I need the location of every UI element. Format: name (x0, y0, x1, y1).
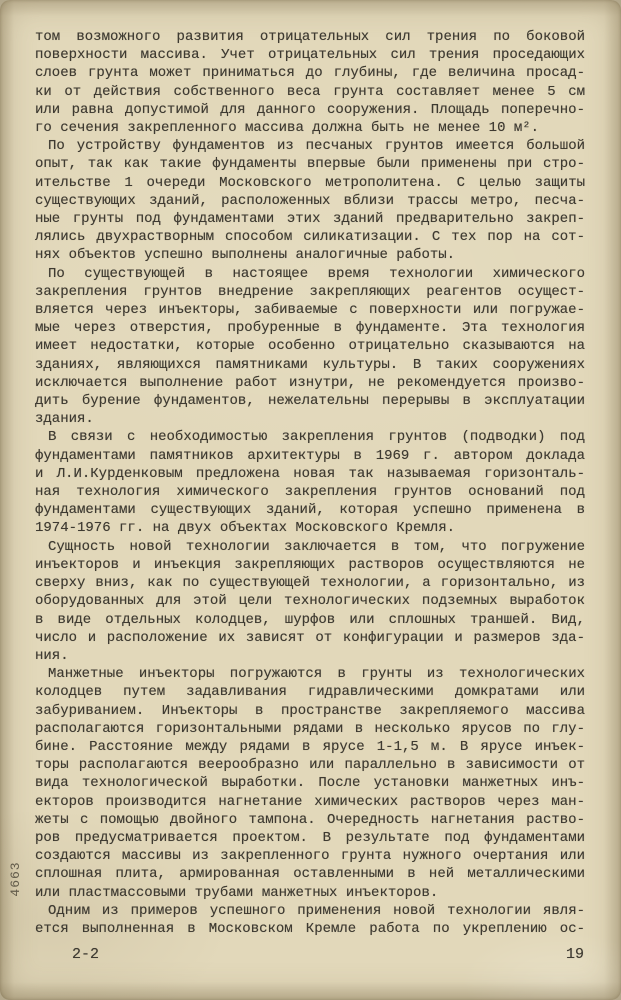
text-line: в виде отдельных колодцев, шурфов или сплошных траншей. Вид, (35, 611, 585, 628)
text-line: инъекторов и инъекция закрепляющих растворов осуществляются не (35, 556, 585, 573)
text-line: нях объектов успешно выполнены аналогичные работы. (35, 247, 456, 264)
page-footer (0, 946, 621, 966)
text-line: существующих зданий, расположенных вблизи трассы метро, песча- (35, 192, 585, 209)
text-line: ров предусматривается проектом. В результате под фундаментами (35, 829, 585, 846)
text-line: го сечения закрепленного массива должна быть не менее 10 м². (35, 120, 540, 137)
text-line: и Л.И.Курденковым предложена новая так называемая горизонталь- (35, 465, 585, 482)
text-line: сверху вниз, как по существующей технологии, а горизонтально, из (35, 575, 585, 592)
text-line: екторов производится нагнетание химических растворов через ман- (35, 793, 585, 810)
text-line: забуриванием. Инъекторы в пространстве закрепляемого массива (35, 702, 585, 719)
sheet-signature: 2-2 (72, 946, 100, 963)
text-line: Одним из примеров успешного применения новой технологии явля- (48, 902, 585, 919)
text-line: ется выполненная в Московском Кремле работа по укреплению ос- (35, 920, 585, 937)
text-line: здания. (35, 411, 94, 428)
text-line: фундаментами памятников архитектуры в 1969 г. автором доклада (35, 447, 585, 464)
text-line: оборудованных для этой цели технологических подземных выработок (35, 593, 585, 610)
text-line: ки от действия собственного веса грунта составляет менее 5 см (35, 83, 585, 100)
text-line: мые через отверстия, пробуренные в фундаменте. Эта технология (35, 320, 585, 337)
text-line: торы располагаются веерообразно или параллельно в зависимости от (35, 757, 585, 774)
text-line: зданиях, являющихся памятниками культуры. В таких сооружениях (35, 356, 585, 373)
text-line: создаются массивы из закрепленного грунта нужного очертания или (35, 848, 585, 865)
text-line: 1974-1976 гг. на двух объектах Московского Кремля. (35, 520, 456, 537)
text-line: бине. Расстояние между рядами в ярусе 1-1,5 м. В ярусе инъек- (35, 738, 585, 755)
text-line: Сущность новой технологии заключается в том, что погружение (48, 538, 585, 555)
margin-note: 4663 (8, 861, 23, 897)
text-line: или равна допустимой для данного сооружения. Площадь поперечно- (35, 101, 585, 118)
text-line: число и расположение их зависят от конфигурации и размеров зда- (35, 629, 585, 646)
page-number: 19 (566, 946, 585, 963)
text-line: ительстве 1 очереди Московского метрополитена. С целью защиты (35, 174, 585, 191)
text-line: или пластмассовыми трубами манжетных инъекторов. (35, 884, 439, 901)
text-line: поверхности массива. Учет отрицательных сил трения проседающих (35, 47, 585, 64)
text-line: сплошная плита, армированная оставленными в ней металлическими (35, 866, 585, 883)
text-line: лялись двухрастворным способом силикатизации. С тех пор на сот- (35, 229, 585, 246)
text-line: располагаются горизонтальными рядами в несколько ярусов по глу- (35, 720, 585, 737)
text-line: жеты с помощью двойного тампона. Очередность нагнетания раство- (35, 811, 585, 828)
text-line: ные грунты под фундаментами этих зданий предварительно закреп- (35, 211, 585, 228)
text-line: колодцев путем задавливания гидравлическими домкратами или (35, 684, 585, 701)
text-line: Манжетные инъекторы погружаются в грунты из технологических (48, 666, 585, 683)
text-line: опыт, так как такие фундаменты впервые были применены при стро- (35, 156, 585, 173)
text-line: исключается выполнение работ изнутри, не рекомендуется произво- (35, 374, 585, 391)
text-line: ная технология химического закрепления грунтов оснований под (35, 484, 585, 501)
text-line: ния. (35, 647, 69, 664)
text-line: том возможного развития отрицательных сил трения по боковой (35, 29, 585, 45)
text-line: По существующей в настоящее время технологии химического (48, 265, 585, 282)
text-line: дить бурение фундаментов, нежелательны перерывы в эксплуатации (35, 393, 585, 410)
text-line: фундаментами существующих зданий, которая успешно применена в (35, 502, 585, 519)
text-line: слоев грунта может приниматься до глубины, где величина просад- (35, 65, 585, 82)
text-line: вида технологической выработки. После установки манжетных инъ- (35, 775, 585, 792)
text-block (35, 28, 585, 938)
text-line: имеет недостатки, которые особенно отрицательно сказываются на (35, 338, 585, 355)
text-line: В связи с необходимостью закрепления грунтов (подводки) под (48, 429, 585, 446)
text-line: По устройству фундаментов из песчаных грунтов имеется большой (48, 138, 585, 155)
text-line: вляется через инъекторы, забиваемые с поверхности или погружае- (35, 302, 585, 319)
text-line: закрепления грунтов внедрение закрепляющих реагентов осущест- (35, 283, 585, 300)
